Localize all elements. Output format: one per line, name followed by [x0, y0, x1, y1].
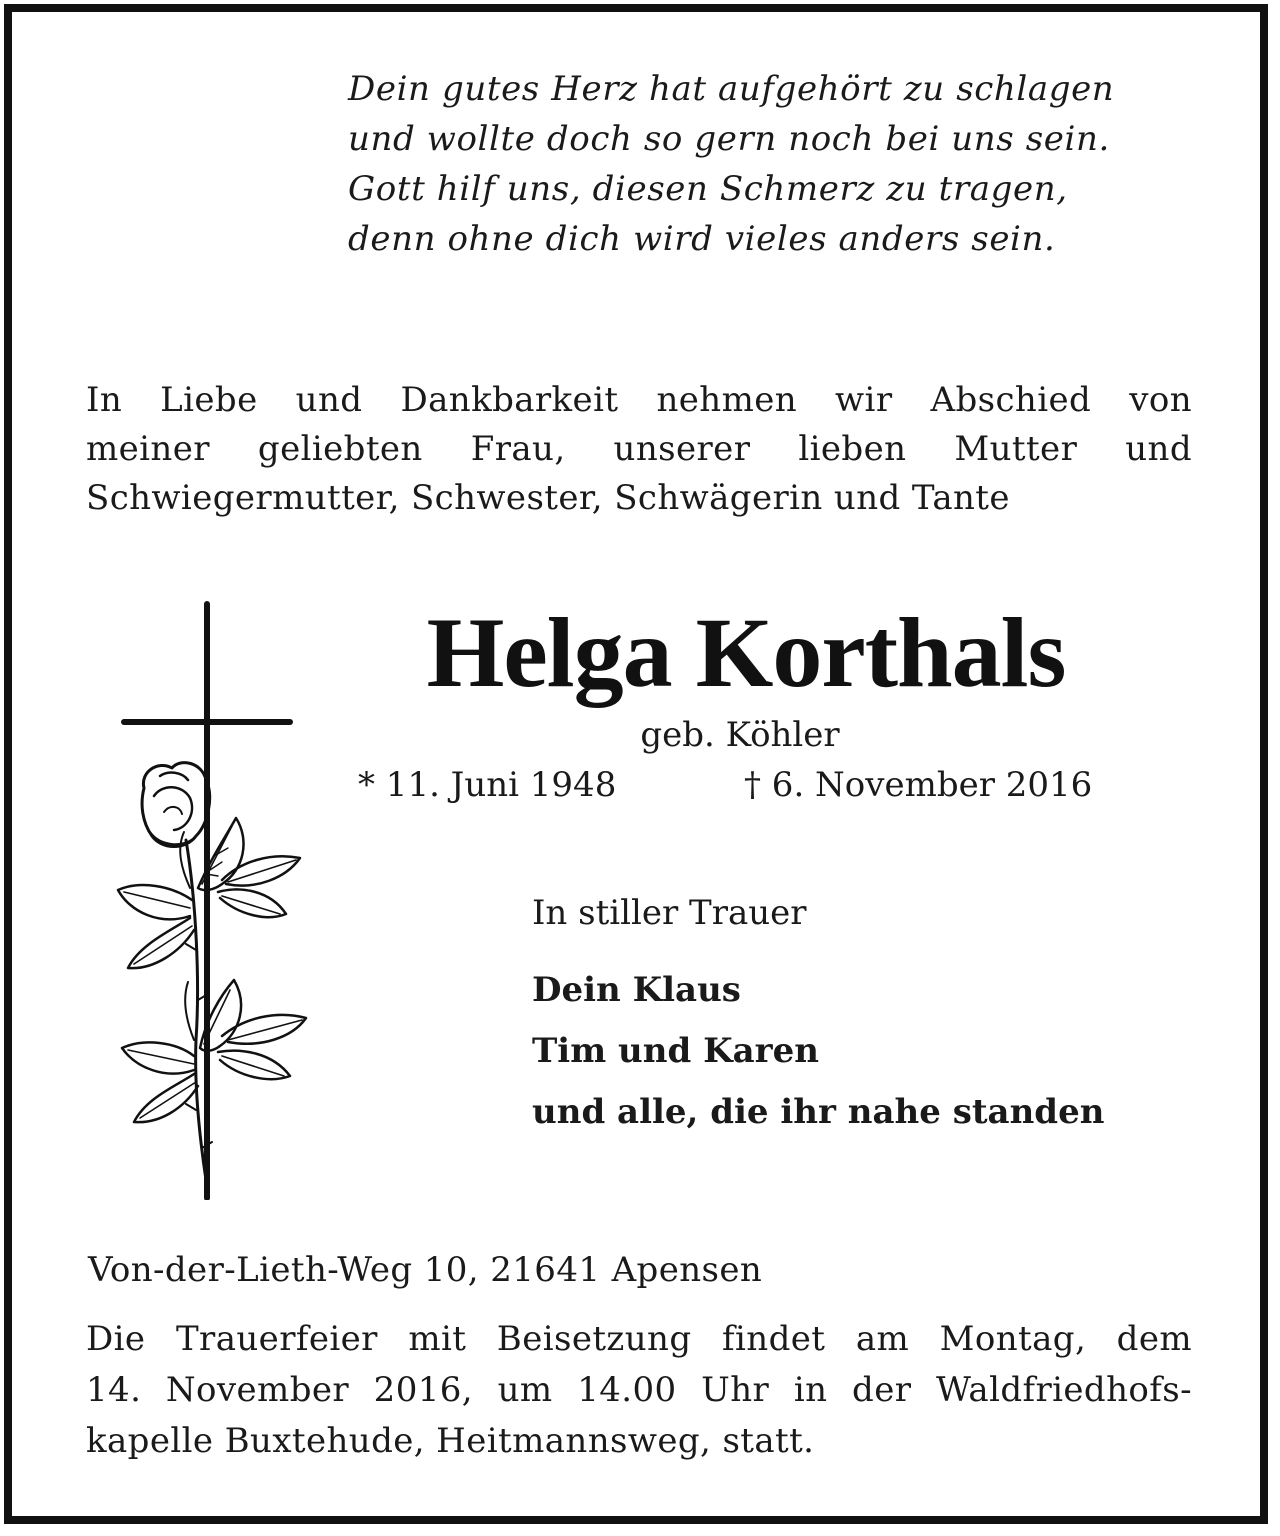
- poem-line: denn ohne dich wird vieles anders sein.: [348, 219, 1056, 259]
- mourning-heading: In stiller Trauer: [532, 893, 807, 933]
- service-line: kapelle Buxtehude, Heitmannsweg, statt.: [86, 1421, 815, 1461]
- mourner-name: und alle, die ihr nahe standen: [532, 1092, 1105, 1132]
- intro-line: meiner geliebten Frau, unserer lieben Mutter und: [86, 429, 1192, 469]
- service-line: 14. November 2016, um 14.00 Uhr in der Waldfriedhofs-: [86, 1370, 1192, 1410]
- poem-line: und wollte doch so gern noch bei uns sein.: [348, 119, 1110, 159]
- birth-date: * 11. Juni 1948: [358, 765, 617, 805]
- address: Von-der-Lieth-Weg 10, 21641 Apensen: [88, 1250, 763, 1290]
- poem-line: Dein gutes Herz hat aufgehört zu schlagen: [348, 69, 1115, 109]
- cross-with-rose-icon: [110, 600, 320, 1200]
- intro-line: Schwiegermutter, Schwester, Schwägerin und Tante: [86, 478, 1010, 518]
- intro-line: In Liebe und Dankbarkeit nehmen wir Abschied von: [86, 380, 1192, 420]
- death-date: † 6. November 2016: [744, 765, 1093, 805]
- mourners-list: [532, 960, 1104, 1143]
- intro-paragraph: [86, 376, 1192, 523]
- service-paragraph: [86, 1314, 1192, 1467]
- mourner-name: Dein Klaus: [532, 970, 741, 1010]
- deceased-name: Helga Korthals: [426, 597, 1066, 708]
- maiden-name: geb. Köhler: [640, 715, 840, 755]
- poem-line: Gott hilf uns, diesen Schmerz zu tragen,: [348, 169, 1068, 209]
- mourner-name: Tim und Karen: [532, 1031, 819, 1071]
- service-line: Die Trauerfeier mit Beisetzung findet am Montag, dem: [86, 1319, 1192, 1359]
- poem: [348, 64, 1228, 264]
